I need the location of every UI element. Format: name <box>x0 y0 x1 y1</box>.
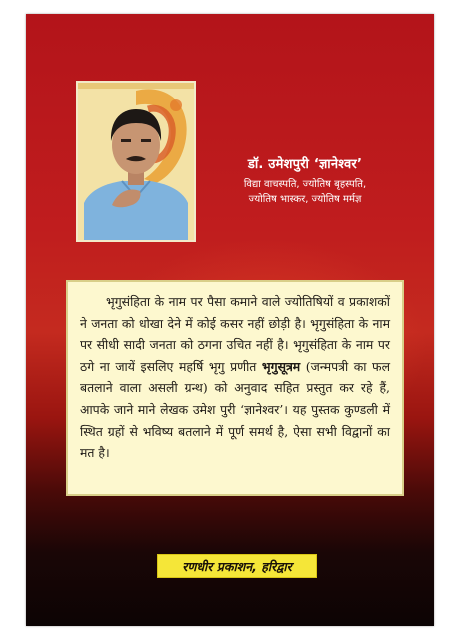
author-titles-line-1: विद्या वाचस्पति, ज्योतिष बृहस्पति, <box>243 179 367 190</box>
author-titles-line-2: ज्योतिष भास्कर, ज्योतिष मर्मज्ञ <box>248 194 362 205</box>
back-cover <box>26 14 434 626</box>
book-description <box>80 291 390 464</box>
author-name: डॉ. उमेशपुरी ‘ज्ञानेश्वर’ <box>247 157 363 172</box>
description-part-2: (जन्मपत्री का फल बतलाने वाला असली ग्रन्थ) को अनुवाद सहित प्रस्तुत कर रहे हैं, आपके जाने माने लेखक उमेश पुरी ‘ज्ञानेश्वर’। यह पुस्तक कुण्डली में स्थित ग्रहों से भविष्य बतलाने में पूर्ण समर्थ है, ऐसा सभी विद्वानों का मत है। <box>80 358 390 461</box>
book-title: भृगुसूत्रम <box>261 358 301 374</box>
author-photo <box>76 81 196 242</box>
description-part-1: भृगुसंहिता के नाम पर पैसा कमाने वाले ज्योतिषियों व प्रकाशकों ने जनता को धोखा देने में कोई कसर नहीं छोड़ी है। भृगुसंहिता के नाम पर सीधी सादी जनता को ठगना उचित नहीं है। भृगुसंहिता के नाम पर ठगे ना जायें इसलिए महर्षि भृगु प्रणीत <box>80 294 390 374</box>
publisher-label: रणधीर प्रकाशन, हरिद्वार <box>157 554 317 578</box>
author-titles <box>200 177 410 207</box>
author-info <box>200 154 410 207</box>
book-description-box <box>66 280 404 496</box>
